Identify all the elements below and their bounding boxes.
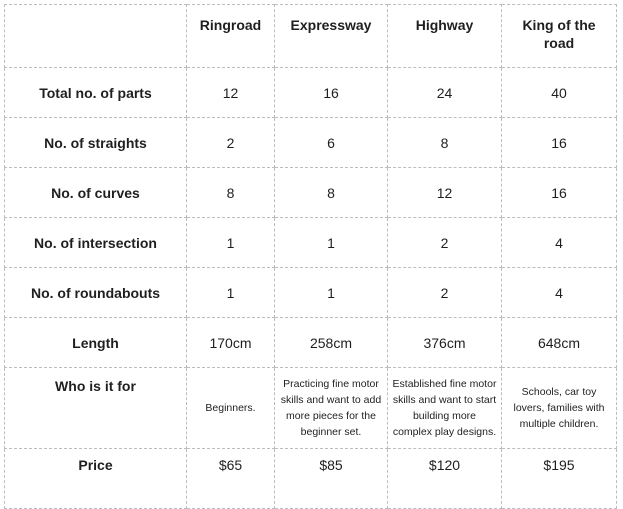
price-cell: $65 xyxy=(187,449,275,509)
price-cell: $85 xyxy=(275,449,388,509)
price-row xyxy=(5,449,617,509)
table-cell: 2 xyxy=(388,268,502,318)
table-cell: 4 xyxy=(502,218,617,268)
table-cell: 12 xyxy=(187,68,275,118)
table-cell: 16 xyxy=(502,118,617,168)
row-label: No. of roundabouts xyxy=(5,268,187,318)
row-label: Total no. of parts xyxy=(5,68,187,118)
table-cell: 258cm xyxy=(275,318,388,368)
table-cell: 8 xyxy=(275,168,388,218)
table-row xyxy=(5,118,617,168)
table-cell: 648cm xyxy=(502,318,617,368)
table-cell: 16 xyxy=(502,168,617,218)
table-row xyxy=(5,268,617,318)
header-cell-highway: Highway xyxy=(388,5,502,68)
table-cell: 1 xyxy=(187,218,275,268)
row-label: Length xyxy=(5,318,187,368)
table-cell: 8 xyxy=(388,118,502,168)
table-row xyxy=(5,318,617,368)
table-cell: 8 xyxy=(187,168,275,218)
table-cell: Practicing fine motor skills and want to add more pieces for the beginner set. xyxy=(275,368,388,449)
table-cell: 2 xyxy=(187,118,275,168)
table-row xyxy=(5,218,617,268)
table-cell: 2 xyxy=(388,218,502,268)
table-cell: 24 xyxy=(388,68,502,118)
table-cell: Schools, car toy lovers, families with multiple children. xyxy=(502,368,617,449)
row-label: No. of straights xyxy=(5,118,187,168)
price-cell: $195 xyxy=(502,449,617,509)
table-cell: 1 xyxy=(275,268,388,318)
table-cell: 376cm xyxy=(388,318,502,368)
table-cell: 12 xyxy=(388,168,502,218)
header-cell-king-of-the-road: King of the road xyxy=(502,5,617,68)
table-cell: 1 xyxy=(187,268,275,318)
table-row xyxy=(5,68,617,118)
comparison-table xyxy=(4,4,617,509)
table-cell: 6 xyxy=(275,118,388,168)
table-cell: 4 xyxy=(502,268,617,318)
table-cell: 170cm xyxy=(187,318,275,368)
price-cell: $120 xyxy=(388,449,502,509)
table-cell: 16 xyxy=(275,68,388,118)
who-is-it-for-row xyxy=(5,368,617,449)
table-cell: 1 xyxy=(275,218,388,268)
row-label: Who is it for xyxy=(5,368,187,449)
table-cell: Established fine motor skills and want to start building more complex play designs. xyxy=(388,368,502,449)
header-cell-expressway: Expressway xyxy=(275,5,388,68)
table-cell: 40 xyxy=(502,68,617,118)
table-cell: Beginners. xyxy=(187,368,275,449)
header-row xyxy=(5,5,617,68)
row-label: Price xyxy=(5,449,187,509)
row-label: No. of curves xyxy=(5,168,187,218)
row-label: No. of intersection xyxy=(5,218,187,268)
table-row xyxy=(5,168,617,218)
header-cell-empty xyxy=(5,5,187,68)
header-cell-ringroad: Ringroad xyxy=(187,5,275,68)
